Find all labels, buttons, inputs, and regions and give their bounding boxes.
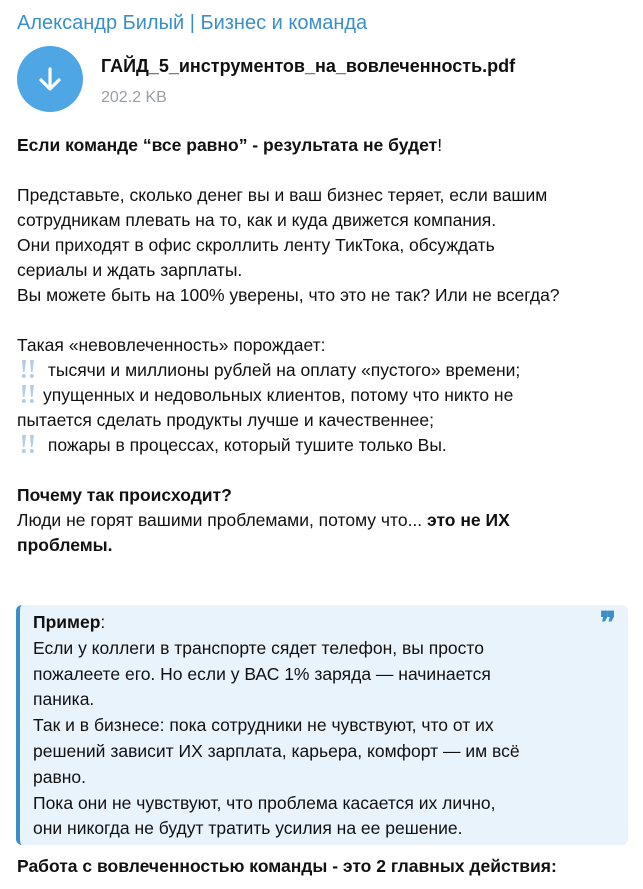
quote-line: паника.	[33, 689, 95, 710]
blockquote	[16, 605, 628, 845]
why-bold: это не ИХ	[427, 510, 510, 530]
download-arrow-icon	[35, 64, 65, 94]
quote-line: решений зависит ИХ зарплата, карьера, комфорт — им всё	[33, 740, 520, 761]
why-line-bold: проблемы.	[17, 535, 113, 555]
headline-tail: !	[437, 135, 443, 155]
quote-line: Так и в бизнесе: пока сотрудники не чувствуют, что от их	[33, 715, 494, 736]
list-item-text: пожары в процессах, который тушите только Вы.	[43, 435, 447, 455]
quote-line: пожалеете его. Но если у ВАС 1% заряда — начинается	[33, 663, 491, 684]
quote-line: равно.	[33, 766, 87, 787]
download-button[interactable]	[17, 46, 83, 112]
list-item	[17, 358, 633, 383]
double-exclamation-icon	[17, 433, 39, 455]
paragraph-line: Они приходят в офис скроллить ленту ТикТока, обсуждать	[17, 235, 495, 255]
list-intro: Такая «невовлеченность» порождает:	[17, 335, 326, 355]
double-exclamation-icon	[17, 383, 39, 405]
paragraph-line: Вы можете быть на 100% уверены, что это не так? Или не всегда?	[17, 285, 560, 305]
file-size: 202.2 KB	[101, 89, 167, 106]
paragraph-line: Представьте, сколько денег вы и ваш бизнес теряет, если вашим	[17, 185, 548, 205]
double-exclamation-icon	[17, 358, 39, 380]
headline	[17, 133, 633, 158]
quote-icon: ❞	[599, 606, 616, 641]
list-item-text: упущенных и недовольных клиентов, потому что никто не	[43, 385, 514, 405]
quote-title-colon: :	[100, 612, 106, 632]
why-heading: Почему так происходит?	[17, 485, 232, 505]
channel-title[interactable]: Александр Билый | Бизнес и команда	[17, 12, 368, 34]
file-name[interactable]: ГАЙД_5_инструментов_на_вовлеченность.pdf	[101, 56, 516, 76]
quote-title	[33, 610, 616, 636]
list-item-text: тысячи и миллионы рублей на оплату «пустого» времени;	[43, 360, 521, 380]
why-line	[17, 508, 633, 533]
quote-line: Пока они не чувствуют, что проблема касается их лично,	[33, 792, 496, 813]
quote-line: они никогда не будут тратить усилия на ее решение.	[33, 818, 463, 839]
paragraph-line: сериалы и ждать зарплаты.	[17, 260, 243, 280]
headline-bold: Если команде “все равно” - результата не будет	[17, 135, 438, 155]
list-item	[17, 383, 633, 408]
why-text: Люди не горят вашими проблемами, потому что...	[17, 510, 428, 530]
quote-line: Если у коллеги в транспорте сядет телефон, вы просто	[33, 637, 484, 658]
quote-title-bold: Пример	[33, 612, 101, 632]
list-item	[17, 433, 633, 458]
message-text	[17, 133, 633, 558]
paragraph-line: сотрудникам плевать на то, как и куда движется компания.	[17, 210, 497, 230]
footer-heading: Работа с вовлеченностью команды - это 2 главных действия:	[17, 856, 557, 876]
list-item-continuation: пытается сделать продукты лучше и качественнее;	[17, 410, 435, 430]
file-attachment[interactable]	[17, 46, 617, 116]
